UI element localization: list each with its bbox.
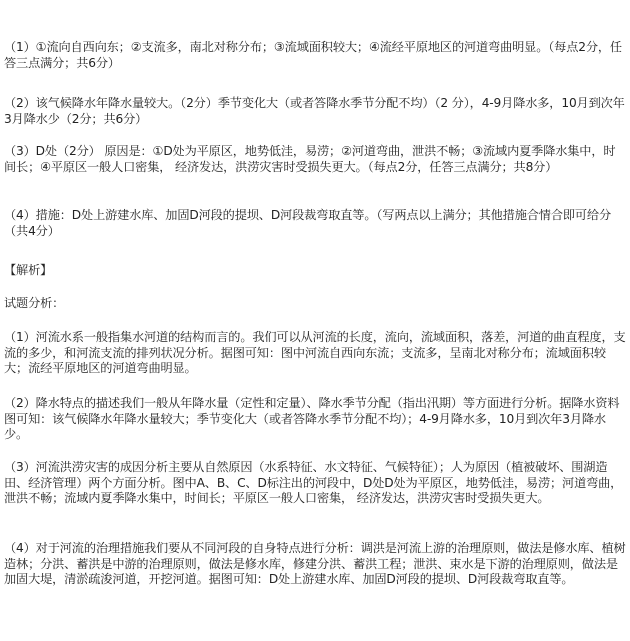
answer-part-4: （4）措施：D处上游建水库、加固D河段的提坝、D河段裁弯取直等。（写两点以上满分；其他措施合情合即可给分（共4分）	[4, 208, 612, 238]
analysis-subheading: 试题分析：	[4, 296, 65, 310]
analysis-part-4: （4）对于河流的治理措施我们要从不同河段的自身特点进行分析：调洪是河流上游的治理原则，做法是修水库、植树造林；分洪、蓄洪是中游的治理原则，做法是修水库，修建分洪、蓄洪工程；泄洪、束水是下游的治理原则，做法是加固大堤，清淤疏浚河道，开挖河道。据图可知：D处上游建水库、加固D河段的提坝、D河段裁弯取直等。	[4, 541, 626, 586]
answer-part-3: （3）D处（2分） 原因是：①D处为平原区，地势低洼，易涝；②河道弯曲，泄洪不畅；③流域内夏季降水集中，时间长；④平原区一般人口密集， 经济发达，洪涝灾害时受损失更大。（每点2分，任答三点满分；共8分）	[4, 144, 616, 174]
answer-part-1: （1）①流向自西向东；②支流多，南北对称分布；③流域面积较大；④流经平原地区的河道弯曲明显。（每点2分，任答三点满分；共6分）	[4, 40, 622, 70]
analysis-part-2: （2）降水特点的描述我们一般从年降水量（定性和定量）、降水季节分配（指出汛期）等方面进行分析。据降水资料图可知：该气候降水年降水量较大；季节变化大（或者答降水季节分配不均）；4-9月降水多，10月到次年3月降水少。	[4, 396, 620, 441]
answer-part-2: （2）该气候降水年降水量较大。（2分）季节变化大（或者答降水季节分配不均）（2 分），4-9月降水多，10月到次年3月降水少（2分；共6分）	[4, 96, 625, 126]
analysis-part-3: （3）河流洪涝灾害的成因分析主要从自然原因（水系特征、水文特征、气候特征）；人为原因（植被破坏、围湖造田、经济管理）两个方面分析。图中A、B、C、D标注出的河段中，D处D处为平原区，地势低洼，易涝；河道弯曲，泄洪不畅；流域内夏季降水集中，时间长；平原区一般人口密集， 经济发达，洪涝灾害时受损失更大。	[4, 460, 623, 505]
analysis-heading: 【解析】	[4, 263, 53, 277]
analysis-part-1: （1）河流水系一般指集水河道的结构而言的。我们可以从河流的长度，流向，流域面积，落差，河道的曲直程度，支流的多少，和河流支流的排列状况分析。据图可知：图中河流自西向东流；支流多，呈南北对称分布；流域面积较大；流经平原地区的河道弯曲明显。	[4, 330, 626, 375]
